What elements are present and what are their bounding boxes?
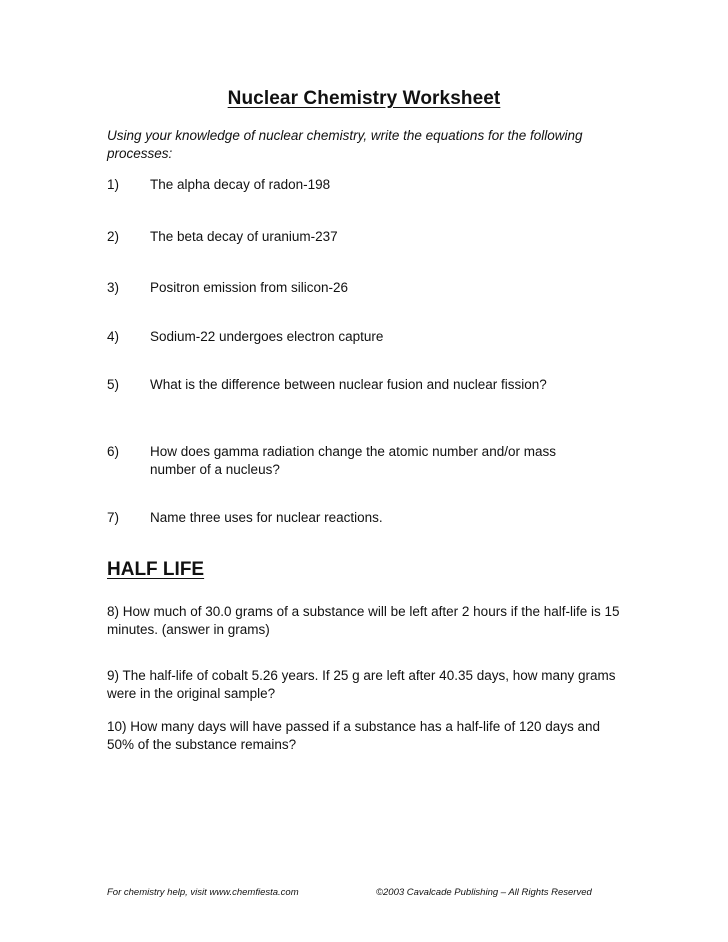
footer-website-note: For chemistry help, visit www.chemfiesta.com [107,887,299,898]
question-text: What is the difference between nuclear fusion and nuclear fission? [150,377,547,392]
question-3 [107,279,627,297]
question-number: 5) [107,377,120,392]
question-text: Positron emission from silicon-26 [150,280,349,295]
question-number: 4) [107,329,120,344]
question-5 [107,376,627,394]
question-10: 10) How many days will have passed if a substance has a half-life of 120 days and 50% of the substance remains? [107,719,601,752]
question-text: How does gamma radiation change the atomic number and/or mass number of a nucleus? [150,444,556,477]
question-text: The beta decay of uranium-237 [150,229,338,244]
question-7 [107,509,627,527]
half-life-heading: HALF LIFE [107,559,205,580]
question-6 [107,443,627,479]
question-text: Name three uses for nuclear reactions. [150,510,383,525]
question-number: 6) [107,444,120,459]
question-4 [107,328,627,346]
question-number: 7) [107,510,120,525]
question-1 [107,176,627,194]
question-2 [107,228,627,246]
page-title: Nuclear Chemistry Worksheet [227,88,501,109]
question-number: 2) [107,229,120,244]
question-text: The alpha decay of radon-198 [150,177,331,192]
question-text: Sodium-22 undergoes electron capture [150,329,384,344]
footer-copyright: ©2003 Cavalcade Publishing – All Rights Reserved [376,887,592,898]
question-number: 1) [107,177,120,192]
question-number: 3) [107,280,120,295]
question-8: 8) How much of 30.0 grams of a substance will be left after 2 hours if the half-life is 15 minutes. (answer in grams) [107,604,620,637]
question-9: 9) The half-life of cobalt 5.26 years. If 25 g are left after 40.35 days, how many grams were in the original sample? [107,668,616,701]
instructions: Using your knowledge of nuclear chemistry, write the equations for the following processes: [107,128,583,161]
